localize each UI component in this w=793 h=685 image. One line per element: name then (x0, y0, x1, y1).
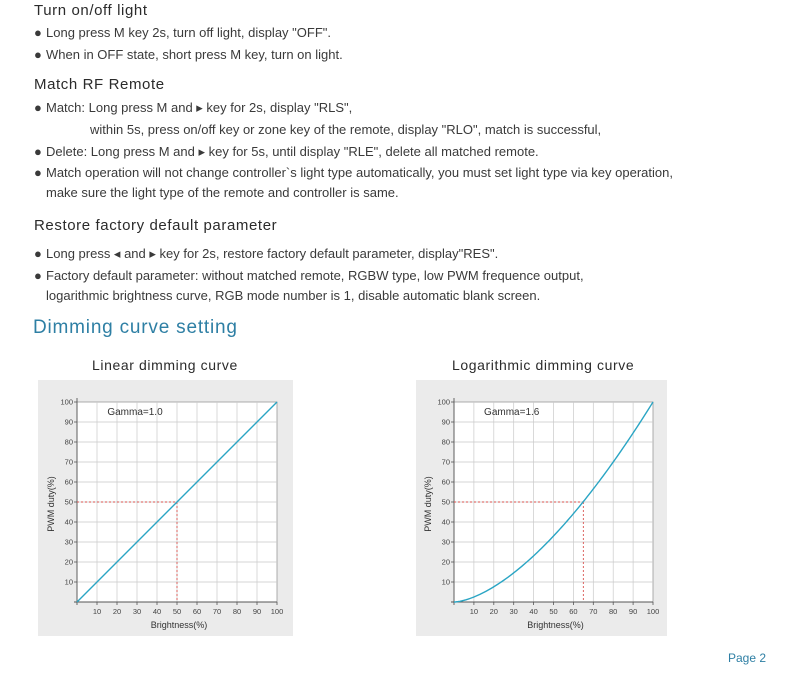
x-tick-label: 50 (172, 607, 182, 616)
x-tick-label: 90 (252, 607, 262, 616)
linear-chart-title: Linear dimming curve (92, 357, 238, 373)
linear-dimming-chart (38, 380, 293, 636)
y-tick-label: 90 (441, 417, 450, 427)
match-rf-delete-line: ● Delete: Long press M and ▸ key for 5s, until display "RLE", delete all matched remote. (34, 144, 539, 159)
y-tick-label: 80 (441, 437, 450, 447)
x-tick-label: 90 (628, 607, 638, 616)
logarithmic-dimming-chart (416, 380, 667, 636)
match-rf-note-line-2: make sure the light type of the remote and controller is same. (46, 185, 399, 200)
x-tick-label: 30 (509, 607, 518, 616)
y-tick-label: 60 (64, 477, 73, 487)
y-tick-label: 70 (441, 457, 450, 467)
x-axis-label: Brightness(%) (527, 620, 584, 630)
bullet-dot-icon: ● (34, 47, 42, 62)
turn-onoff-bullet-2: ● When in OFF state, short press M key, turn on light. (34, 47, 343, 62)
y-tick-label: 100 (60, 397, 73, 407)
x-tick-label: 100 (270, 607, 284, 616)
y-axis-label: PWM duty(%) (423, 476, 433, 532)
match-rf-note-line: ● Match operation will not change controller`s light type automatically, you must set light type via key operation, (34, 165, 673, 180)
y-tick-label: 80 (64, 437, 73, 447)
dimming-section-title: Dimming curve setting (33, 317, 238, 338)
bullet-dot-icon: ● (34, 268, 42, 283)
y-tick-label: 40 (441, 517, 450, 527)
y-tick-label: 60 (441, 477, 450, 487)
y-tick-label: 70 (64, 457, 73, 467)
x-tick-label: 80 (609, 607, 618, 616)
x-tick-label: 30 (132, 607, 142, 616)
restore-line-3: logarithmic brightness curve, RGB mode number is 1, disable automatic blank screen. (46, 288, 541, 303)
y-tick-label: 30 (64, 537, 73, 547)
y-tick-label: 90 (64, 417, 73, 427)
bullet-dot-icon: ● (34, 144, 42, 159)
bullet-dot-icon: ● (34, 165, 42, 180)
x-tick-label: 40 (152, 607, 162, 616)
turn-onoff-heading: Turn on/off light (34, 2, 148, 19)
x-tick-label: 20 (112, 607, 122, 616)
x-tick-label: 50 (549, 607, 558, 616)
restore-line-2: ● Factory default parameter: without matched remote, RGBW type, low PWM frequence output, (34, 268, 584, 283)
x-tick-label: 100 (646, 607, 660, 616)
y-tick-label: 100 (437, 397, 450, 407)
bullet-dot-icon: ● (34, 246, 42, 261)
x-tick-label: 70 (212, 607, 222, 616)
x-tick-label: 80 (232, 607, 242, 616)
y-tick-label: 10 (441, 577, 450, 587)
x-tick-label: 40 (529, 607, 538, 616)
x-tick-label: 60 (569, 607, 578, 616)
y-tick-label: 40 (64, 517, 73, 527)
page-number: Page 2 (728, 651, 767, 665)
x-axis-label: Brightness(%) (150, 620, 208, 630)
y-tick-label: 30 (441, 537, 450, 547)
gamma-annotation: Gamma=1.6 (484, 407, 540, 418)
y-tick-label: 50 (64, 497, 73, 507)
y-tick-label: 20 (64, 557, 73, 567)
bullet-dot-icon: ● (34, 25, 42, 40)
match-rf-match-line: ● Match: Long press M and ▸ key for 2s, display "RLS", (34, 100, 353, 115)
turn-onoff-bullet-1: ● Long press M key 2s, turn off light, display "OFF". (34, 25, 331, 40)
match-rf-match-line-2: within 5s, press on/off key or zone key of the remote, display "RLO", match is successful, (90, 122, 602, 137)
y-tick-label: 50 (441, 497, 450, 507)
x-tick-label: 10 (92, 607, 102, 616)
y-axis-label: PWM duty(%) (46, 476, 56, 532)
restore-line-1: ● Long press ◂ and ▸ key for 2s, restore factory default parameter, display"RES". (34, 246, 499, 261)
x-tick-label: 60 (192, 607, 202, 616)
gamma-annotation: Gamma=1.0 (107, 407, 163, 418)
bullet-dot-icon: ● (34, 100, 42, 115)
restore-heading: Restore factory default parameter (34, 217, 278, 234)
y-tick-label: 20 (441, 557, 450, 567)
y-tick-label: 10 (64, 577, 73, 587)
x-tick-label: 20 (489, 607, 498, 616)
match-rf-heading: Match RF Remote (34, 76, 165, 93)
x-tick-label: 70 (589, 607, 598, 616)
x-tick-label: 10 (469, 607, 479, 616)
log-chart-title: Logarithmic dimming curve (452, 357, 635, 373)
